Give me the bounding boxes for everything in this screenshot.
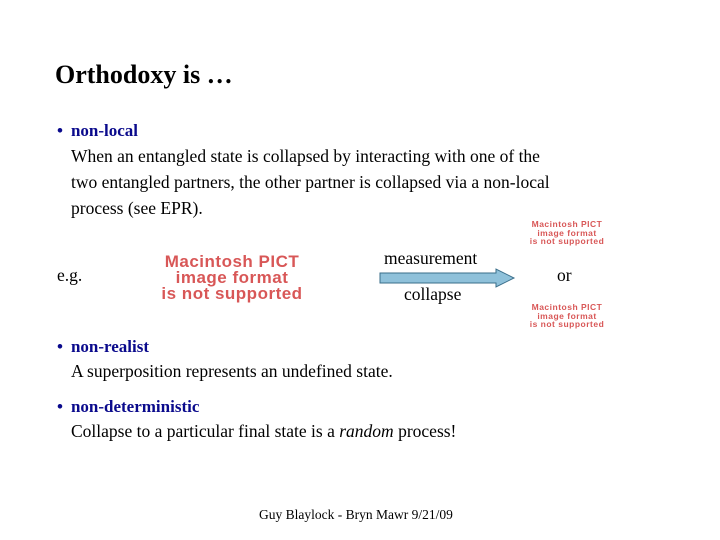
pict-placeholder-image	[103, 252, 361, 303]
pict-text: image format	[537, 310, 597, 321]
pict-text: image format	[175, 268, 289, 287]
slide-title: Orthodoxy is …	[55, 60, 233, 89]
body-line: process (see EPR).	[71, 198, 203, 218]
pict-text: is not supported	[161, 284, 303, 303]
pict-placeholder-image	[502, 219, 632, 246]
body-line: A superposition represents an undefined state.	[71, 361, 393, 381]
body-text: process!	[393, 421, 457, 441]
collapse-label: collapse	[404, 284, 462, 304]
pict-text: Macintosh PICT	[164, 252, 300, 271]
body-line: two entangled partners, the other partner is collapsed via a non-local	[71, 172, 550, 192]
footer-text: Guy Blaylock - Bryn Mawr 9/21/09	[259, 507, 453, 522]
bullet-non-realist	[57, 337, 149, 357]
bullet-icon: •	[57, 337, 63, 356]
pict-text: Macintosh PICT	[531, 219, 603, 229]
measurement-label: measurement	[384, 248, 478, 268]
bullet-heading: non-local	[70, 121, 139, 140]
body-line	[71, 418, 456, 444]
body-line: When an entangled state is collapsed by interacting with one of the	[71, 146, 540, 166]
bullet-non-deterministic	[57, 397, 199, 417]
pict-placeholder-image	[502, 302, 632, 329]
bullet-non-local	[57, 121, 138, 141]
example-label: e.g.	[57, 265, 83, 285]
or-label: or	[557, 265, 572, 285]
bullet-heading: non-realist	[70, 337, 150, 356]
pict-text: Macintosh PICT	[531, 302, 603, 312]
bullet-icon: •	[57, 397, 63, 416]
bullet-heading: non-deterministic	[70, 397, 200, 416]
pict-text: is not supported	[529, 319, 605, 329]
body-text: Collapse to a particular final state is a	[71, 421, 340, 441]
pict-text: is not supported	[529, 236, 605, 246]
bullet-icon: •	[57, 121, 63, 140]
bullet-body	[71, 143, 671, 221]
emphasis-text: random	[339, 421, 394, 441]
pict-text: image format	[537, 227, 597, 238]
